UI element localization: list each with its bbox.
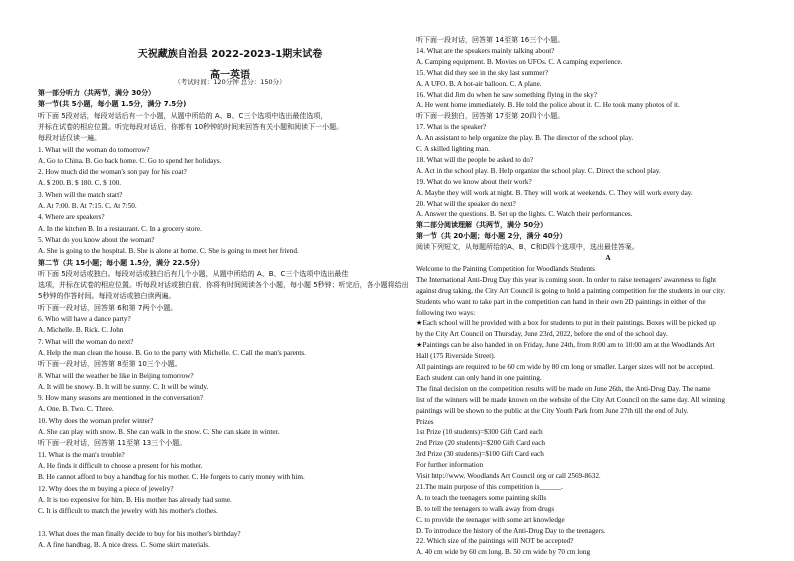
text-line: A. to teach the teenagers some painting skills	[416, 493, 547, 502]
text-line: C. A skilled lighting man.	[416, 145, 490, 153]
text-line: The International Anti-Drug Day this year is coming soon. In order to raise teenagers' awareness to fight	[416, 275, 717, 284]
text-line: 10. Why does the woman prefer winter?	[38, 416, 154, 425]
text-line: 4. Where are speakers?	[38, 213, 105, 222]
text-line: 第二节（共 15小题；每小题 1.5分，满分 22.5分）	[38, 258, 204, 267]
text-line: A. A UFO. B. A hot-air balloon. C. A plane.	[416, 79, 542, 88]
text-line: 并标在试卷的相应位置。听完每段对话后，你都有 10秒钟的时间来回答有关小题和阅读下一小题。	[38, 122, 344, 131]
text-line: A. Act in the school play. B. Help organize the school play. C. Direct the school play.	[416, 166, 661, 175]
text-line: following two ways:	[416, 308, 476, 317]
text-line: 3. When will the match start?	[38, 190, 123, 199]
text-line: A. He finds it difficult to choose a present for his mother.	[38, 461, 203, 470]
text-line: 第一部分听力（共两节，满分 30分）	[38, 89, 156, 97]
text-line: C. to provide the teenager with some art knowledge	[416, 515, 565, 524]
text-line: A. Help the man clean the house. B. Go to the party with Michelle. C. Call the man's parents.	[38, 348, 306, 357]
text-line: by the City Art Council on Thursday, June 23rd, 2022, before the end of the school day.	[416, 330, 668, 339]
text-line: 1st Prize (10 students)=$300 Gift Card each	[416, 428, 543, 437]
text-line: 5秒钟的作答时间。每段对话或独白读两遍。	[38, 292, 176, 301]
text-line: 6. Who will have a dance party?	[38, 315, 131, 323]
exam-title: 天祝藏族自治县 2022-2023-1期末试卷	[137, 49, 323, 60]
text-line: 3rd Prize (30 students)=$100 Gift Card each	[416, 450, 544, 459]
text-line: 阅读下列短文，从每题所给的A、B、C和D四个选项中，选出最佳答案。	[416, 243, 639, 252]
text-line: 11. What is the man's trouble?	[38, 450, 125, 459]
text-line: 13. What does the man finally decide to buy for his mother's birthday?	[38, 529, 241, 538]
text-line: 5. What do you know about the woman?	[38, 235, 155, 244]
text-line: 1. What will the woman do tomorrow?	[38, 145, 150, 154]
text-line: A	[605, 254, 611, 262]
text-line: 18. What will the people be asked to do?	[416, 155, 534, 164]
text-line: Hall (175 Riverside Street).	[416, 352, 496, 361]
text-line: 听下面一段对话，回答第 11至第 13三个小题。	[38, 439, 187, 448]
text-line: A. He went home immediately. B. He told the police about it. C. He took many photos of it.	[416, 101, 680, 110]
text-line: 7. What will the woman do next?	[38, 337, 134, 346]
text-line: 14. What are the speakers mainly talking about?	[416, 46, 555, 55]
text-line: 8. What will the weather be like in Beijing tomorrow?	[38, 371, 194, 380]
text-line: A. She can play with snow. B. She can walk in the snow. C. She can skate in winter.	[38, 428, 280, 436]
exam-info: （考试时间：120分钟 总分：150分）	[174, 78, 286, 86]
text-line: list of the winners will be made known on the website of the City Art Council on the same day. All winning	[416, 395, 725, 404]
text-line: ★Each school will be provided with a box for students to put in their paintings. Boxes will be picked up	[416, 319, 716, 328]
text-line: Prizes	[416, 417, 434, 426]
text-line: 21.The main purpose of this competition is______.	[416, 482, 563, 491]
text-line: 17. What is the speaker?	[416, 123, 487, 132]
text-line: A. One. B. Two. C. Three.	[38, 405, 114, 414]
text-line: 2nd Prize (20 students)=$200 Gift Card each	[416, 439, 546, 448]
text-line: Students who want to take part in the competition can hand in their own 2D paintings in either of the	[416, 297, 706, 306]
text-line: 2. How much did the woman's son pay for his coat?	[38, 168, 187, 177]
text-line: against drug taking, the City Art Council is going to hold a painting competition for the students in our city.	[416, 286, 726, 295]
text-line: 听下面 5段对话，每段对话后有一个小题，从题中所给的 A、B、C三个选项中选出最佳选项，	[38, 111, 328, 120]
text-line: Welcome to the Painting Competition for Woodlands Students	[416, 264, 595, 273]
text-line: 15. What did they see in the sky last summer?	[416, 68, 549, 77]
text-line: A. Michelle. B. Rick. C. John	[38, 326, 124, 335]
text-line: paintings will be shown to the public at the City Youth Park from June 27th till the end of July.	[416, 406, 689, 415]
text-line: A. She is going to the hospital. B. She is alone at home. C. She is going to meet her friend.	[38, 247, 299, 256]
text-line: 16. What did Jim do when he saw something flying in the sky?	[416, 90, 597, 99]
text-line: C. It is difficult to match the jewelry with his mother's clothes.	[38, 507, 218, 516]
text-line	[38, 517, 422, 528]
text-line: 第一节(共 5小题，每小题 1.5分，满分 7.5分)	[38, 100, 187, 109]
text-line: ★Paintings can be also handed in on Friday, June 24th, from 8:00 am to 10:00 am at the Woodlands Art	[416, 341, 715, 350]
text-line: All paintings are required to be 60 cm wide by 80 cm long or smaller. Larger sizes will not be accepted.	[416, 363, 715, 371]
text-line: Visit http://www. Woodlands Art Council org or call 2569-8632.	[416, 472, 601, 480]
text-line: For further information	[416, 461, 484, 470]
text-line: 选项，并标在试卷的相应位置。听每段对话或独白前，你将有时间阅读各个小题，每小题 5秒钟；听完后，各小题将给出	[38, 281, 409, 290]
text-line: D. To introduce the history of the Anti-Drug Day to the teenagers.	[416, 526, 606, 535]
text-line: A. It is too expensive for him. B. His mother has already had some.	[38, 495, 232, 504]
text-line: A. It will be snowy. B. It will be sunny. C. It will be windy.	[38, 382, 209, 391]
text-line: A. Answer the questions. B. Set up the lights. C. Watch their performances.	[416, 210, 633, 219]
text-line: 听下面 5段对话或独白。每段对话或独白后有几个小题，从题中所给的 A、B、C三个选项中选出最佳	[38, 269, 349, 278]
text-line: A. Maybe they will work at night. B. They will work at weekends. C. They will work every day.	[416, 188, 693, 197]
text-line: A. Go to China. B. Go back home. C. Go to spend her holidays.	[38, 156, 222, 165]
text-line: 9. How many seasons are mentioned in the conversation?	[38, 394, 204, 403]
text-line: The final decision on the competition results will be made on June 26th, the Anti-Drug Day. The name	[416, 384, 711, 393]
text-line: A. An assistant to help organize the play. B. The director of the school play.	[416, 134, 634, 143]
text-line: 听下面一段独白，回答第 17至第 20四个小题。	[416, 112, 565, 121]
text-line: 22. Which size of the paintings will NOT be accepted?	[416, 537, 574, 546]
text-line: 第一节（共 20小题；每小题 2分，满分 40分）	[416, 232, 567, 241]
text-line: 听下面一段对话，回答第 6和第 7两个小题。	[38, 303, 178, 312]
text-line: B. to tell the teenagers to walk away from drugs	[416, 504, 555, 513]
text-line: 第二部分阅读理解（共两节，满分 50分）	[416, 221, 548, 230]
text-line: 12. Why does the m buying a piece of jewelry?	[38, 484, 174, 493]
text-line: Each student can only hand in one painting.	[416, 373, 542, 382]
text-line: A. Camping equipment. B. Movies on UFOs. C. A camping experience.	[416, 57, 623, 66]
text-line: 听下面一段对话，回答第 14至第 16三个小题。	[416, 36, 565, 44]
text-line: B. He cannot afford to buy a handbag for his mother. C. He forgets to carry money with him.	[38, 473, 305, 482]
text-line: 19. What do we know about their work?	[416, 177, 532, 186]
text-line: A. At 7:00. B. At 7:15. C. At 7:50.	[38, 202, 137, 210]
text-line: A. In the kitchen B. In a restaurant. C. In a grocery store.	[38, 224, 202, 233]
text-line: 20. What will the speaker do next?	[416, 199, 516, 208]
left-column	[38, 0, 422, 561]
text-line: A. 40 cm wide by 60 cm long. B. 50 cm wide by 70 cm long	[416, 548, 591, 557]
text-line: 听下面一段对话，回答第 8至第 10三个小题。	[38, 360, 182, 369]
text-line: A. A fine handbag. B. A nice dress. C. Some skirt materials.	[38, 541, 210, 549]
text-line: A. $ 200. B. $ 180. C. $ 100.	[38, 179, 122, 188]
right-column	[416, 0, 794, 561]
text-line: 每段对话仅读一遍。	[38, 134, 101, 143]
exam-subtitle: 高一英语	[210, 70, 250, 81]
